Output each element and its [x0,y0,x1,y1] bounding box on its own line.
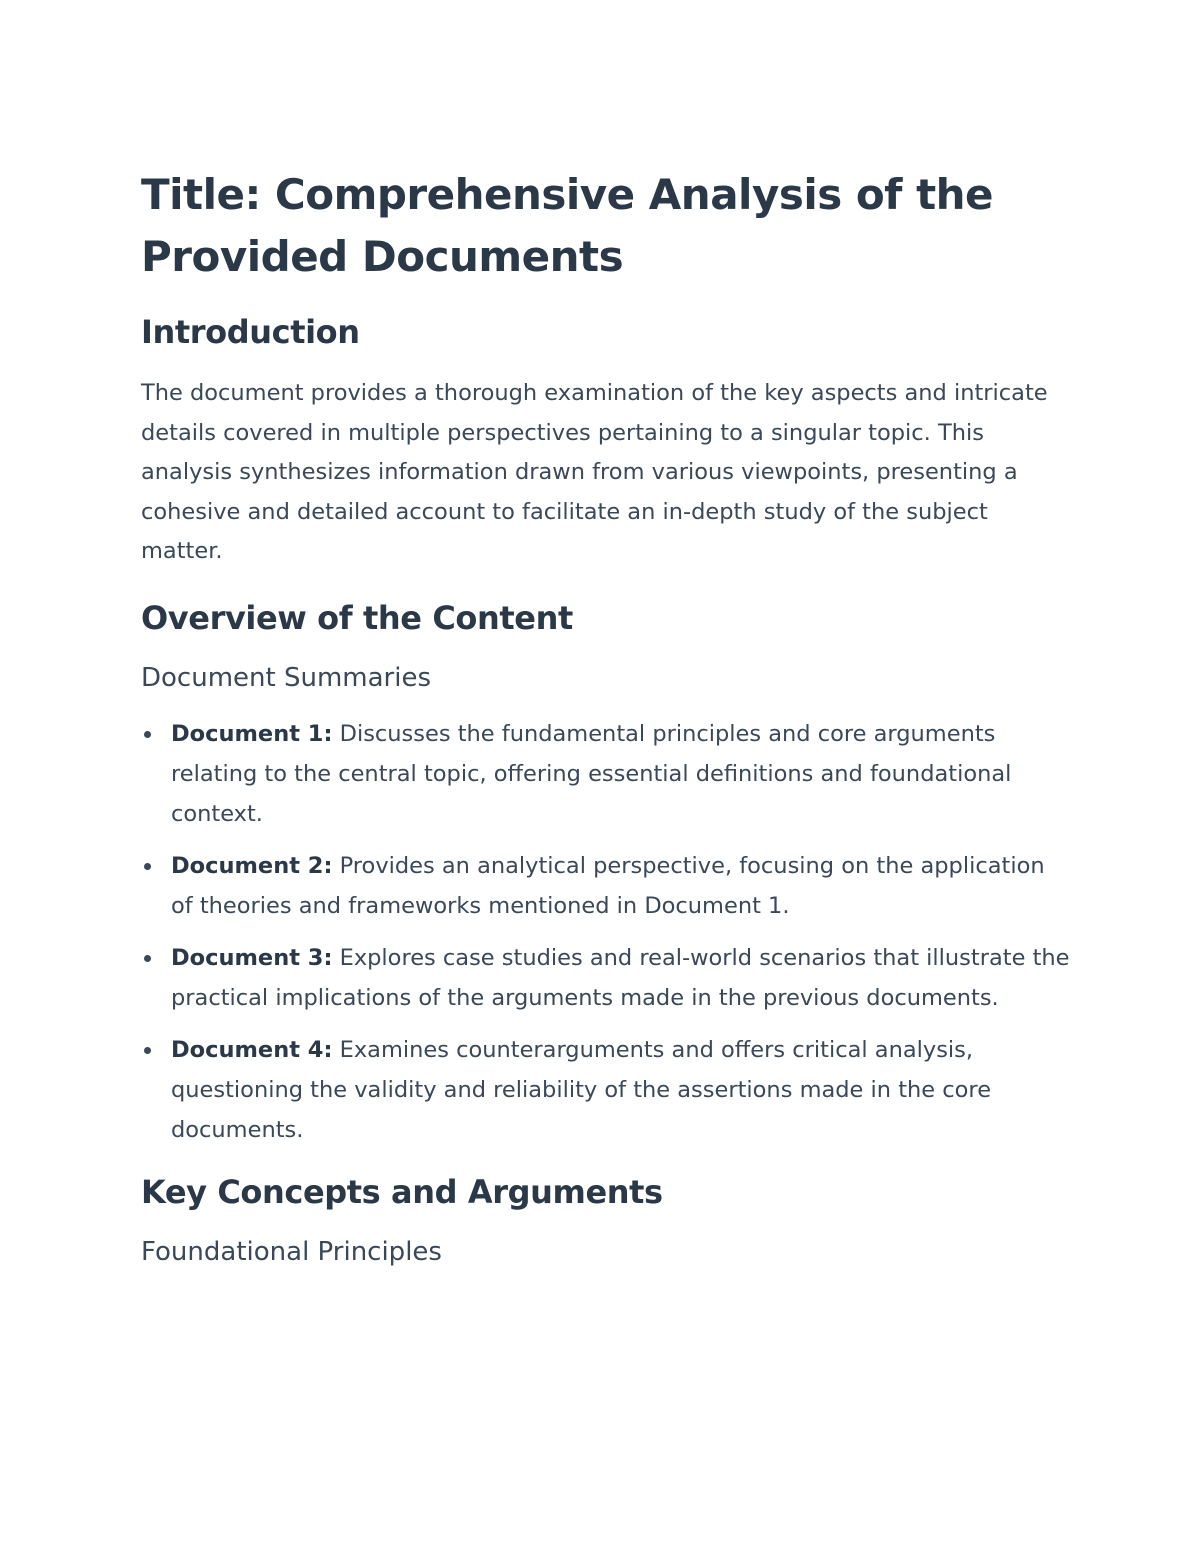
document-summary-text: Explores case studies and real-world scenarios that illustrate the practical implications of the arguments made in the previous documents. [171,944,1070,1011]
document-summaries-list [141,714,1071,1150]
document-label: Document 2: [171,852,333,879]
introduction-paragraph: The document provides a thorough examination of the key aspects and intricate details covered in multiple perspectives pertaining to a singular topic. This analysis synthesizes information drawn from various viewpoints, presenting a cohesive and detailed account to facilitate an in-depth study of the subject matter. [141,380,1048,564]
introduction-heading: Introduction [141,313,360,351]
document-title: Title: Comprehensive Analysis of the Provided Documents [141,170,994,281]
document-summary-text: Discusses the fundamental principles and core arguments relating to the central topic, offering essential definitions and foundational context. [171,720,1012,827]
document-summary-text: Examines counterarguments and offers critical analysis, questioning the validity and reliability of the assertions made in the core documents. [171,1036,992,1143]
document-summary-text: Provides an analytical perspective, focusing on the application of theories and frameworks mentioned in Document 1. [171,852,1045,919]
foundational-principles-subheading: Foundational Principles [141,1236,442,1267]
list-item [141,846,1071,926]
overview-heading: Overview of the Content [141,598,573,637]
list-item [141,1030,1071,1150]
document-page [141,164,1071,1288]
document-summaries-subheading: Document Summaries [141,662,431,693]
document-label: Document 4: [171,1036,333,1063]
bullet-icon [144,731,151,738]
document-label: Document 1: [171,720,333,747]
list-item [141,938,1071,1018]
document-label: Document 3: [171,944,333,971]
list-item [141,714,1071,834]
key-concepts-heading: Key Concepts and Arguments [141,1172,663,1211]
bullet-icon [144,1047,151,1054]
bullet-icon [144,863,151,870]
bullet-icon [144,955,151,962]
